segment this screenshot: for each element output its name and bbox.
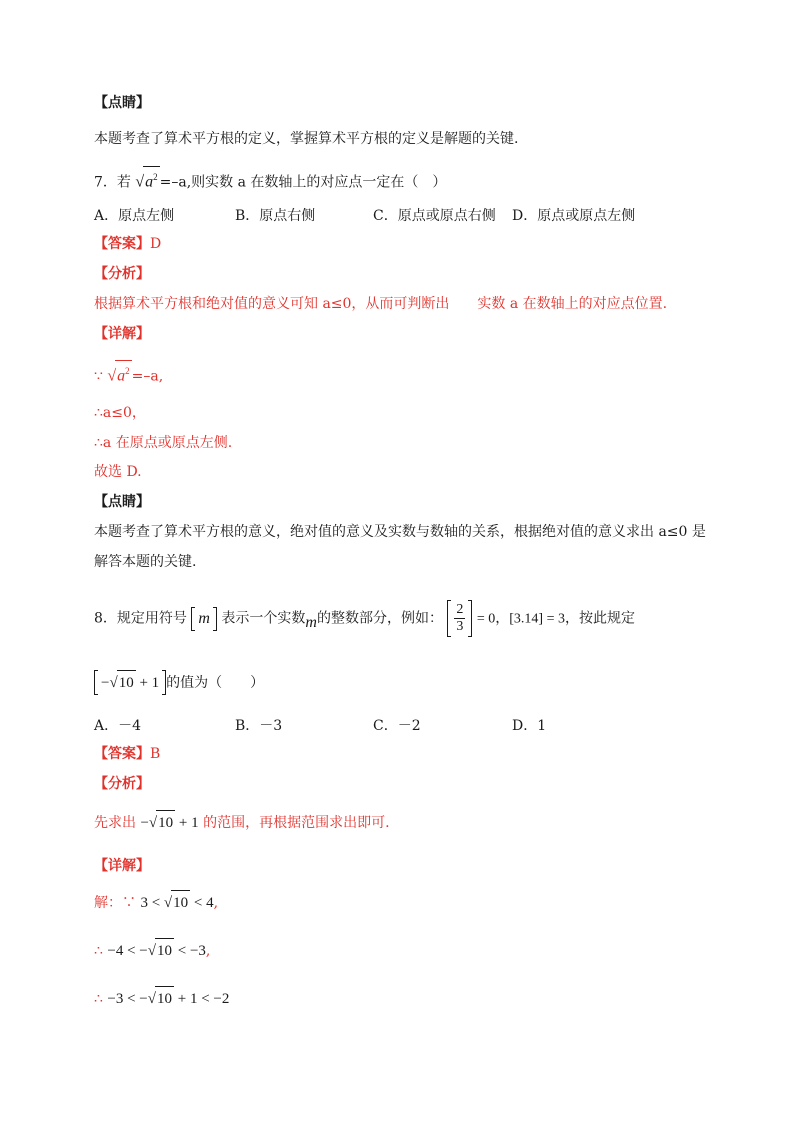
q8-detail-label: 【详解】 xyxy=(94,858,150,874)
s1-right: < 4 xyxy=(193,895,214,911)
sqrt-10-s3: √10 xyxy=(148,986,174,1011)
question-7-prefix: 若 xyxy=(116,174,131,191)
q7-step-4: 故选 D. xyxy=(94,464,142,480)
q7-analysis-text: 根据算术平方根和绝对值的意义可知 a≤0，从而可判断出 实数 a 在数轴上的对应点位置. xyxy=(94,296,668,312)
sqrt-var-2: a xyxy=(117,367,126,385)
analysis-expression xyxy=(140,815,198,831)
frac-den: 3 xyxy=(456,619,464,634)
sqrt-10-analysis: √10 xyxy=(149,810,175,835)
question-7-number: 7． xyxy=(94,174,117,191)
sqrt-10: √10 xyxy=(109,670,135,695)
eq-zero: = 0 xyxy=(476,611,496,627)
q7-option-c: C．原点或原点右侧 xyxy=(373,208,496,224)
expr-plus: + 1 xyxy=(139,675,160,691)
dianjing-text-1: 本题考查了算术平方根的定义，掌握算术平方根的定义是解题的关键. xyxy=(94,131,519,147)
q8-analysis-text xyxy=(94,810,390,835)
analysis-plus: + 1 xyxy=(178,815,199,831)
frac-num: 2 xyxy=(456,602,464,617)
s2-prefix: ∴ xyxy=(94,943,103,959)
q8-option-a: A．－4 xyxy=(94,718,142,734)
comma-1: ， xyxy=(495,610,510,627)
q8-text-c: 的整数部分，例如： xyxy=(316,610,443,627)
q7-option-b: B．原点右侧 xyxy=(235,208,316,224)
q7-step-2: ∴a≤0， xyxy=(94,405,146,421)
q8-text-d: ，按此规定 xyxy=(565,610,635,627)
q8-option-d: D．1 xyxy=(512,718,547,734)
s1-prefix: 解：∵ xyxy=(94,895,136,911)
q7-dianjing-line-2: 解答本题的关键. xyxy=(94,554,197,570)
bracket-fraction xyxy=(447,600,472,637)
sqrt-a-squared: $√a^2$ xyxy=(135,166,159,192)
answer-value-8: B xyxy=(150,746,161,762)
s2-rad: 10 xyxy=(155,938,174,963)
analysis-rad: 10 xyxy=(156,810,175,835)
q7-detail-label: 【详解】 xyxy=(94,326,150,342)
fraction-2-3 xyxy=(454,602,465,635)
q8-analysis-label: 【分析】 xyxy=(94,776,150,792)
analysis-prefix: 先求出 xyxy=(94,815,136,831)
expr-minus: − xyxy=(101,675,110,691)
q7-option-d: D．原点或原点左侧 xyxy=(512,208,636,224)
dianjing-heading-1: 【点睛】 xyxy=(94,95,150,111)
sqrt-var: a xyxy=(145,173,154,191)
step-1-suffix: =–a, xyxy=(131,368,164,385)
because-symbol: ∵ xyxy=(94,368,103,385)
q7-analysis-label: 【分析】 xyxy=(94,266,150,282)
q8-option-c: C．－2 xyxy=(373,718,421,734)
q7-dianjing-label: 【点睛】 xyxy=(94,494,150,510)
q7-step-3: ∴a 在原点或原点左侧. xyxy=(94,435,233,451)
q8-text-b: 表示一个实数 xyxy=(221,610,306,627)
bracket-m: m xyxy=(191,607,217,631)
sqrt-a-squared-2: $√a^2$ xyxy=(107,360,131,386)
bracket-expression xyxy=(94,670,166,695)
q7-answer xyxy=(94,234,161,254)
s3-expression xyxy=(107,991,229,1007)
s3-prefix: ∴ xyxy=(94,991,103,1007)
q8-step-3 xyxy=(94,986,229,1011)
q7-dianjing-line-1: 本题考查了算术平方根的意义，绝对值的意义及实数与数轴的关系，根据绝对值的意义求出 a≤0 是 xyxy=(94,524,706,540)
analysis-suffix: 的范围，再根据范围求出即可. xyxy=(203,815,390,831)
question-8 xyxy=(94,600,635,637)
s2-end: , xyxy=(205,943,211,959)
s2-expression xyxy=(107,943,206,959)
sqrt-10-s1: √10 xyxy=(164,890,190,915)
q8-step-1 xyxy=(94,890,218,915)
question-8-number: 8． xyxy=(94,610,117,627)
s3-right: + 1 < −2 xyxy=(177,991,230,1007)
s1-end: , xyxy=(213,895,219,911)
s2-left: −4 < − xyxy=(107,943,148,959)
answer-label-8: 【答案】 xyxy=(94,746,150,762)
s1-expression xyxy=(140,895,213,911)
q7-step-1 xyxy=(94,360,163,386)
answer-label: 【答案】 xyxy=(94,236,150,252)
s3-left: −3 < − xyxy=(107,991,148,1007)
q8-option-b: B．－3 xyxy=(235,718,283,734)
expr-rad: 10 xyxy=(117,670,136,695)
q7-option-a: A．原点左侧 xyxy=(94,208,175,224)
example-2: [3.14] = 3 xyxy=(509,611,565,627)
q8-text-e: 的值为（ ） xyxy=(166,675,265,691)
q8-answer xyxy=(94,744,160,764)
q8-step-2 xyxy=(94,938,210,963)
sqrt-exp: 2 xyxy=(153,172,158,182)
question-7 xyxy=(94,166,446,192)
analysis-minus: − xyxy=(140,815,149,831)
s1-rad: 10 xyxy=(171,890,190,915)
question-8-expr xyxy=(94,670,264,695)
s1-left: 3 < xyxy=(140,895,161,911)
s2-right: < −3 xyxy=(177,943,206,959)
s3-rad: 10 xyxy=(155,986,174,1011)
sqrt-10-s2: √10 xyxy=(148,938,174,963)
question-7-suffix: =–a,则实数 a 在数轴上的对应点一定在（ ） xyxy=(159,174,447,191)
answer-value: D xyxy=(150,236,162,252)
q8-text-a: 规定用符号 xyxy=(116,610,187,627)
sqrt-exp-2: 2 xyxy=(125,366,130,376)
var-m: m xyxy=(305,613,317,631)
